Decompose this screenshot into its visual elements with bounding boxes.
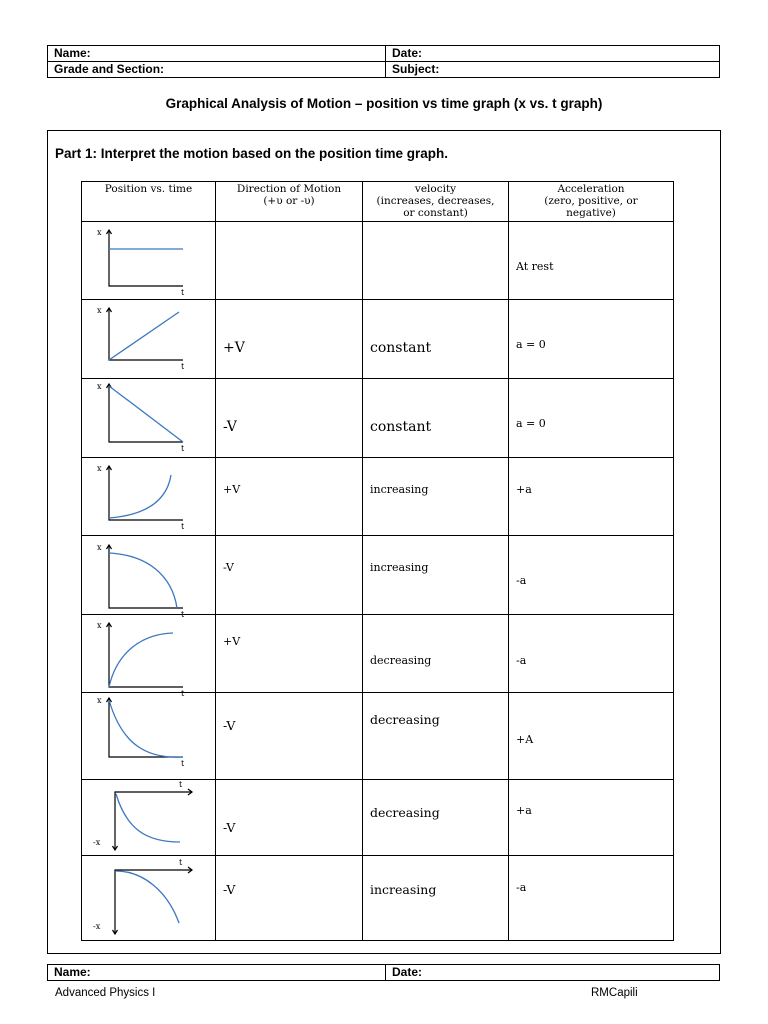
cell-text: -V: [223, 718, 236, 733]
position-curve: [109, 553, 177, 608]
graph-cell: [82, 693, 216, 780]
author-label: RMCapili: [591, 987, 638, 999]
axis-lines: [115, 870, 192, 934]
axis-label: x: [97, 696, 102, 705]
graph-cell: [82, 615, 216, 698]
page-title: Graphical Analysis of Motion – position vs time graph (x vs. t graph): [165, 96, 603, 111]
footer-date-field[interactable]: Date:: [386, 965, 720, 981]
table-header-row: [82, 182, 674, 222]
table-row: [82, 856, 674, 941]
position-curve: [109, 475, 171, 518]
position-curve: [109, 633, 173, 687]
grade-section-field[interactable]: Grade and Section:: [48, 62, 386, 78]
concave-down-falling-graph: [82, 536, 216, 619]
axis-lines: [109, 230, 183, 286]
axis-label: x: [97, 228, 102, 237]
axis-label: t: [181, 288, 185, 297]
velocity-cell[interactable]: [363, 693, 509, 780]
direction-cell[interactable]: [216, 379, 363, 458]
cell-text: -V: [223, 561, 234, 574]
footer-name-field[interactable]: Name:: [48, 965, 386, 981]
increasing-line-graph: [82, 300, 216, 377]
acceleration-cell[interactable]: [509, 379, 674, 458]
acceleration-cell[interactable]: [509, 693, 674, 780]
decreasing-line-graph: [82, 379, 216, 456]
cell-text: -a: [516, 881, 527, 894]
graph-cell: [82, 379, 216, 458]
part1-instruction: Part 1: Interpret the motion based on the position time graph.: [55, 146, 449, 161]
acceleration-cell[interactable]: [509, 780, 674, 856]
table-row: [82, 300, 674, 379]
axis-lines: [109, 466, 183, 520]
graph-cell: [82, 780, 216, 856]
acceleration-cell[interactable]: [509, 615, 674, 693]
cell-text: -a: [516, 654, 527, 667]
velocity-cell[interactable]: [363, 615, 509, 693]
direction-cell[interactable]: [216, 615, 363, 693]
table-row: [82, 693, 674, 780]
table-row: [82, 615, 674, 693]
velocity-cell[interactable]: [363, 536, 509, 615]
cell-text: a = 0: [516, 417, 546, 430]
cell-text: constant: [370, 419, 432, 435]
acceleration-cell[interactable]: [509, 300, 674, 379]
cell-text: -V: [223, 820, 236, 835]
negative-x-concave-down-graph: [82, 856, 216, 939]
axis-label: x: [97, 543, 102, 552]
velocity-cell[interactable]: [363, 379, 509, 458]
axis-label: t: [181, 759, 185, 768]
axis-label: t: [179, 780, 183, 789]
axis-label: x: [97, 621, 102, 630]
axis-label: x: [97, 464, 102, 473]
date-field[interactable]: Date:: [386, 46, 720, 62]
course-label: Advanced Physics I: [55, 987, 156, 999]
axis-label: t: [179, 858, 183, 867]
negative-x-concave-up-graph: [82, 780, 216, 854]
acceleration-cell[interactable]: [509, 536, 674, 615]
acceleration-cell[interactable]: [509, 222, 674, 300]
cell-text: +V: [223, 340, 245, 356]
table-row: [82, 379, 674, 458]
direction-cell[interactable]: [216, 780, 363, 856]
velocity-cell[interactable]: [363, 856, 509, 941]
col-header-acceleration: Acceleration (zero, positive, or negative): [509, 182, 674, 222]
footer-info-table: [47, 964, 720, 981]
velocity-cell[interactable]: [363, 222, 509, 300]
cell-text: increasing: [370, 483, 429, 496]
axis-label: t: [181, 522, 185, 531]
direction-cell[interactable]: [216, 536, 363, 615]
acceleration-cell[interactable]: [509, 856, 674, 941]
axis-label: t: [181, 610, 185, 619]
cell-text: -V: [223, 882, 236, 897]
position-curve: [109, 386, 183, 442]
cell-text: decreasing: [370, 712, 440, 727]
cell-text: +a: [516, 483, 532, 496]
col-header-position: Position vs. time: [82, 182, 216, 222]
table-row: [82, 536, 674, 615]
acceleration-cell[interactable]: [509, 458, 674, 536]
cell-text: increasing: [370, 561, 429, 574]
position-curve: [116, 871, 179, 923]
graph-cell: [82, 300, 216, 379]
table-row: [82, 458, 674, 536]
axis-label: t: [181, 362, 185, 371]
direction-cell[interactable]: [216, 693, 363, 780]
cell-text: increasing: [370, 882, 437, 897]
cell-text: +V: [223, 635, 241, 648]
concave-down-rising-graph: [82, 615, 216, 698]
graph-cell: [82, 458, 216, 536]
concave-up-rising-graph: [82, 458, 216, 534]
concave-up-falling-graph: [82, 693, 216, 778]
velocity-cell[interactable]: [363, 300, 509, 379]
subject-field[interactable]: Subject:: [386, 62, 720, 78]
axis-lines: [115, 792, 192, 850]
name-field[interactable]: Name:: [48, 46, 386, 62]
velocity-cell[interactable]: [363, 458, 509, 536]
cell-text: -a: [516, 574, 527, 587]
cell-text: +a: [516, 804, 532, 817]
direction-cell[interactable]: [216, 222, 363, 300]
axis-label: -x: [93, 838, 101, 847]
cell-text: decreasing: [370, 654, 432, 667]
cell-text: decreasing: [370, 805, 440, 820]
table-row: [82, 222, 674, 300]
position-curve: [116, 794, 180, 842]
axis-label: t: [181, 444, 185, 453]
direction-cell[interactable]: [216, 856, 363, 941]
graph-cell: [82, 856, 216, 941]
direction-cell[interactable]: [216, 300, 363, 379]
velocity-cell[interactable]: [363, 780, 509, 856]
col-header-velocity: velocity (increases, decreases, or constant): [363, 182, 509, 222]
graph-cell: [82, 536, 216, 619]
table-row: [82, 780, 674, 856]
cell-text: +V: [223, 483, 241, 496]
cell-text: At rest: [516, 260, 554, 273]
direction-cell[interactable]: [216, 458, 363, 536]
position-curve: [109, 700, 183, 757]
cell-text: constant: [370, 340, 432, 356]
cell-text: a = 0: [516, 338, 546, 351]
axis-label: -x: [93, 922, 101, 931]
motion-table: [81, 181, 674, 941]
col-header-direction: Direction of Motion (+υ or -υ): [216, 182, 363, 222]
cell-text: +A: [516, 733, 534, 746]
position-curve: [109, 312, 179, 360]
axis-label: x: [97, 306, 102, 315]
graph-cell: [82, 222, 216, 300]
flat-line-graph: [82, 222, 216, 298]
student-info-table: [47, 45, 720, 78]
axis-label: t: [181, 689, 185, 698]
axis-label: x: [97, 382, 102, 391]
cell-text: -V: [223, 419, 237, 435]
